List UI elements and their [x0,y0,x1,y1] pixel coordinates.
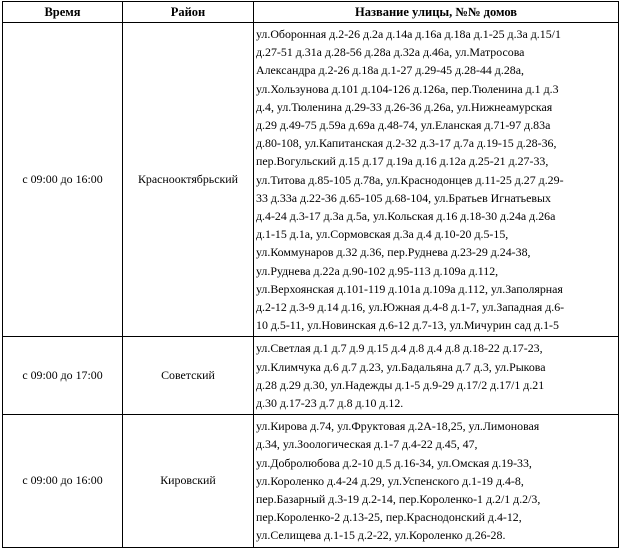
table-body [3,23,619,548]
street-list-line: д.28 д.29 д.30, ул.Надежды д.1-5 д.9-29 д.17/2 д.17/1 д.21 [256,377,545,392]
street-list-line: ул.Верхоянская д.101-119 д.101а д.109а д.112, ул.Заполярная [256,281,563,296]
header-time: Время [3,2,123,23]
time-cell: с 09:00 до 16:00 [3,23,123,337]
street-list-line: 33 д.33а д.22-36 д.65-105 д.68-104, ул.Братьев Игнатьевых [256,190,551,205]
street-list-line: Александра д.2-26 д.18а д.1-27 д.29-45 д.28-44 д.28а, [256,63,524,78]
street-list-line: д.4-24 д.3-17 д.3а д.5а, ул.Кольская д.16 д.18-30 д.24а д.26а [256,209,556,224]
street-list-line: д.2-12 д.3-9 д.14 д.16, ул.Южная д.4-8 д.1-7, ул.Западная д.6- [256,300,565,315]
street-list-line: ул.Руднева д.22а д.90-102 д.95-113 д.109а д.112, [256,263,499,278]
time-cell: с 09:00 до 17:00 [3,337,123,415]
district-cell: Советский [123,337,254,415]
street-list-line: д.4, ул.Тюленина д.29-33 д.26-36 д.26а, ул.Нижнеамурская [256,99,553,114]
street-list-line: ул.Оборонная д.2-26 д.2а д.14а д.16а д.18а д.1-25 д.3а д.15/1 [256,27,561,41]
header-streets: Название улицы, №№ домов [254,2,619,23]
street-list-line: д.80-108, ул.Капитанская д.2-32 д.3-17 д.7а д.19-15 д.28-36, [256,136,557,151]
street-list-line: д.34, ул.Зоологическая д.1-7 д.4-22 д.45, 47, [256,437,478,452]
header-district: Район [123,2,254,23]
outage-schedule-table [2,1,619,548]
table-header-row [3,2,619,23]
streets-cell [254,337,619,415]
streets-cell [254,23,619,337]
street-list-line: 10 д.5-11, ул.Новинская д.6-12 д.7-13, ул.Мичурин сад д.1-5 [256,318,559,333]
street-list-line: ул.Хользунова д.101 д.104-126 д.126а, пер.Тюленина д.1 д.3 [256,81,559,96]
table-row [3,337,619,415]
street-list-line: пер.Короленко-2 д.13-25, пер.Краснодонский д.4-12, [256,510,522,525]
street-list-line: ул.Коммунаров д.32 д.36, пер.Руднева д.23-29 д.24-38, [256,245,531,260]
street-list-line: пер.Вогульский д.15 д.17 д.19а д.16 д.12а д.25-21 д.27-33, [256,154,549,169]
street-list-line: ул.Селищева д.1-15 д.2-22, ул.Короленко д.26-28. [256,528,506,543]
street-list-line: ул.Светлая д.1 д.7 д.9 д.15 д.4 д.8 д.4 д.8 д.18-22 д.17-23, [256,341,543,356]
streets-cell [254,415,619,547]
street-list-line: пер.Базарный д.3-19 д.2-14, пер.Короленко-1 д.2/1 д.2/3, [256,492,541,507]
street-list-line: д.1-15 д.1а, ул.Сормовская д.3а д.4 д.10-20 д.5-15, [256,227,509,242]
street-list-line: ул.Короленко д.4-24 д.29, ул.Успенского д.1-19 д.4-8, [256,473,524,488]
table-row [3,23,619,337]
street-list-line: д.27-51 д.31а д.28-56 д.28а д.32а д.46а, ул.Матросова [256,45,525,60]
time-cell: с 09:00 до 16:00 [3,415,123,547]
street-list-line: д.30 д.17-23 д.7 д.8 д.10 д.12. [256,396,404,411]
district-cell: Краснооктябрьский [123,23,254,337]
street-list-line: ул.Климчука д.6 д.7 д.23, ул.Бадальяна д.7 д.3, ул.Рыкова [256,359,546,374]
table-row [3,415,619,547]
street-list-line: д.29 д.49-75 д.59а д.69а д.48-74, ул.Еланская д.71-97 д.83а [256,118,551,133]
street-list-line: ул.Кирова д.74, ул.Фруктовая д.2А-18,25, ул.Лимоновая [256,419,540,434]
district-cell: Кировский [123,415,254,547]
street-list-line: ул.Титова д.85-105 д.78а, ул.Краснодонцев д.11-25 д.27 д.29- [256,172,564,187]
street-list-line: ул.Добролюбова д.2-10 д.5 д.16-34, ул.Омская д.19-33, [256,455,532,470]
